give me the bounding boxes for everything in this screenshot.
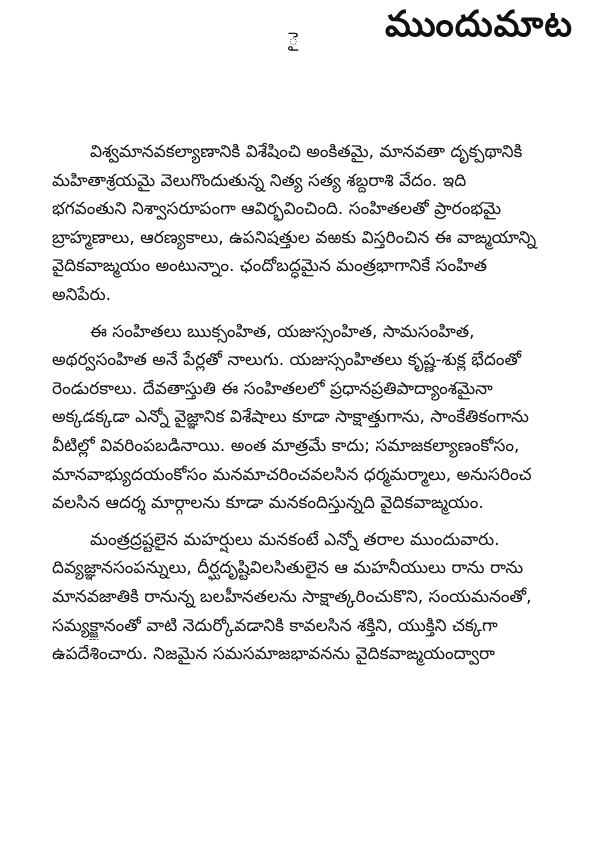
paragraph-line: వీటిల్లో వివరింపబడినాయి. అంత మాత్రమే కాదు; సమాజకల్యాణంకోసం, <box>52 435 520 456</box>
paragraph-line: మంత్రద్రష్టలైన మహర్షులు మనకంటే ఎన్నో తరాల ముందువారు. <box>90 529 500 550</box>
paragraph-line: సమ్యక్జ్ఞానంతో వాటి నెదుర్కోవడానికి కావలసిన శక్తిని, యుక్తిని చక్కగా <box>52 615 498 636</box>
paragraph-line: ఉపదేశించారు. నిజమైన సమసమాజభావనను వైదికవాఙ్మయంద్వారా <box>52 644 495 665</box>
paragraph-line: ఈ సంహితలు ఋక్సంహిత, యజుస్సంహిత, సామసంహిత, <box>90 321 475 342</box>
paragraph-line: రెండురకాలు. దేవతాస్తుతి ఈ సంహితలలో ప్రధానప్రతిపాద్యాంశమైనా <box>52 378 493 399</box>
paragraph-line: అనిపేరు. <box>52 284 111 305</box>
paragraph-line: వలసిన ఆదర్శ మార్గాలను కూడా మనకందిస్తున్నది వైదికవాఙ్మయం. <box>52 493 484 514</box>
paragraph-line: మహితాశ్రయమై వెలుగొందుతున్న నిత్య సత్య శబ్దరాశి వేదం. ఇది <box>52 170 467 191</box>
paragraph-line: మానవజాతికి రానున్న బలహీనతలను సాక్షాత్కరించుకొని, సంయమనంతో, <box>52 586 532 607</box>
paragraph-line: భగవంతుని నిశ్వాసరూపంగా ఆవిర్భవించింది. సంహితలతో ప్రారంభమై <box>52 199 502 220</box>
paragraph-line: అక్కడక్కడా ఎన్నో వైజ్ఞానిక విశేషాలు కూడా సాక్షాత్తుగాను, సాంకేతికంగాను <box>52 407 529 428</box>
paragraph-line: మానవాభ్యుదయంకోసం మనమాచరించవలసిన ధర్మమర్మాలు, అనుసరించ <box>52 464 532 485</box>
paragraph-line: వైదికవాఙ్మయం అంటున్నాం. ఛందోబద్ధమైన మంత్రభాగానికే సంహిత <box>52 256 487 277</box>
paragraph-line: విశ్వమానవకల్యాణానికి విశేషించి అంకితమై, మానవతా దృక్పథానికి <box>90 142 523 162</box>
paragraph-line: అథర్వసంహిత అనే పేర్లతో నాలుగు. యజుస్సంహితలు కృష్ణ-శుక్ల భేదంతో <box>52 350 522 371</box>
stray-mark: ై <box>288 29 299 50</box>
body-text <box>52 138 592 669</box>
paragraph-line: బ్రాహ్మణాలు, ఆరణ్యకాలు, ఉపనిషత్తుల వఱకు విస్తరించిన ఈ వాఙ్మయాన్ని <box>52 227 537 248</box>
paragraph-line: దివ్యజ్ఞానసంపన్నులు, దీర్ఘదృష్టివిలసితులైన ఆ మహనీయులు రాను రాను <box>52 558 524 579</box>
page-title: ముందుమాట <box>385 4 574 45</box>
